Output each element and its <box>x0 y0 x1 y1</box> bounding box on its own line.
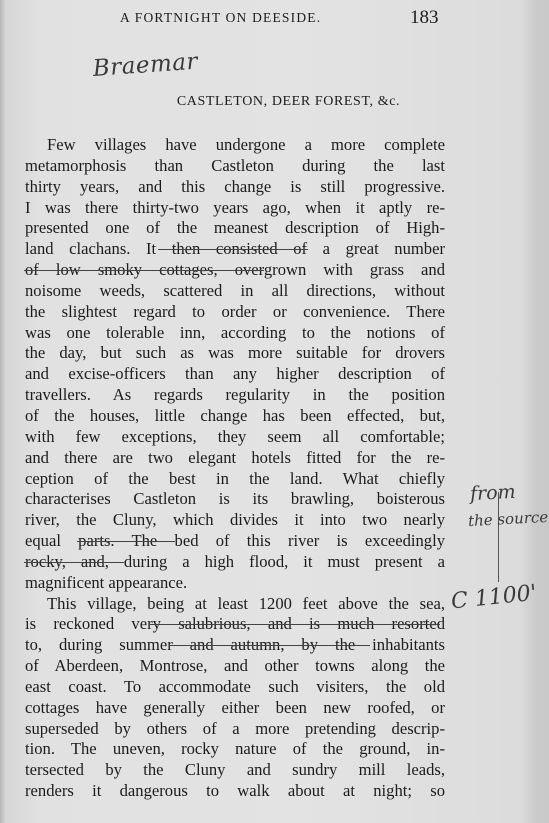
text-line: I was there thirty-two years ago, when it aptly re- <box>25 197 445 217</box>
text-line: of low smoky cottages, overgrown with grass and <box>25 260 445 280</box>
body-text <box>25 135 445 802</box>
pencil-underline <box>158 249 308 250</box>
text-line: presented one of the meanest description of High- <box>25 218 445 238</box>
handwritten-height-note: C 1100' <box>449 580 538 615</box>
text-line: and excise-officers than any higher description of <box>25 364 445 384</box>
text-line: ception of the best in the land. What chiefly <box>25 468 445 488</box>
text-line: with few exceptions, they seem all comfortable; <box>25 426 445 446</box>
text-line: magnificent appearance. <box>25 572 188 592</box>
text-line: of Aberdeen, Montrose, and other towns along the <box>25 656 445 676</box>
text-line: rocky, and, during a high flood, it must present a <box>25 551 445 571</box>
pencil-underline <box>150 624 440 625</box>
pencil-underline <box>24 270 264 271</box>
text-line: Few villages have undergone a more complete <box>47 135 445 154</box>
pencil-underline <box>24 562 124 563</box>
text-line: to, during summer and autumn, by the inhabitants <box>25 635 445 655</box>
text-line: tion. The uneven, rocky nature of the ground, in- <box>25 739 445 759</box>
text-line: was one tolerable inn, according to the notions of <box>25 322 445 342</box>
text-line: equal parts. The bed of this river is exceedingly <box>25 531 445 551</box>
text-line: is reckoned very salubrious, and is much resorted <box>25 614 445 634</box>
text-line: cottages have generally either been new roofed, or <box>25 697 445 717</box>
text-line: renders it dangerous to walk about at night; so <box>25 781 445 801</box>
text-line: travellers. As regards regularity in the position <box>25 385 445 405</box>
text-line: thirty years, and this change is still progressive. <box>25 176 445 196</box>
text-line: characterises Castleton is its brawling, boisterous <box>25 489 445 509</box>
handwritten-margin-note: the source <box>467 507 549 531</box>
text-line: This village, being at least 1200 feet above the sea, <box>47 593 445 613</box>
text-line: tersected by the Cluny and sundry mill leads, <box>25 760 445 780</box>
text-line: superseded by others of a more pretending descrip- <box>25 718 445 738</box>
text-line: east coast. To accommodate such visiters, the old <box>25 676 445 696</box>
text-line: the day, but such as was more suitable for drovers <box>25 343 445 363</box>
text-line: noisome weeds, scattered in all directions, without <box>25 280 445 300</box>
text-line: of the houses, little change has been effected, but, <box>25 405 445 425</box>
text-line: river, the Cluny, which divides it into two nearly <box>25 510 445 530</box>
text-line: the slightest regard to order or convenience. There <box>25 301 445 321</box>
pencil-underline <box>170 645 370 646</box>
section-heading: CASTLETON, DEER FOREST, &c. <box>176 94 401 109</box>
pencil-underline <box>77 541 175 542</box>
text-line: land clachans. It then consisted of a great number <box>25 239 445 259</box>
pencil-margin-line <box>498 492 499 582</box>
running-title: A FORTNIGHT ON DEESIDE. <box>120 10 322 25</box>
text-line: and there are two elegant hotels fitted for the re- <box>25 447 445 467</box>
handwritten-margin-note: from <box>469 480 517 506</box>
page-header <box>0 7 537 32</box>
text-line: metamorphosis than Castleton during the last <box>25 155 445 175</box>
handwritten-annotation-braemar: Braemar <box>92 48 199 82</box>
page-number: 183 <box>410 7 439 28</box>
